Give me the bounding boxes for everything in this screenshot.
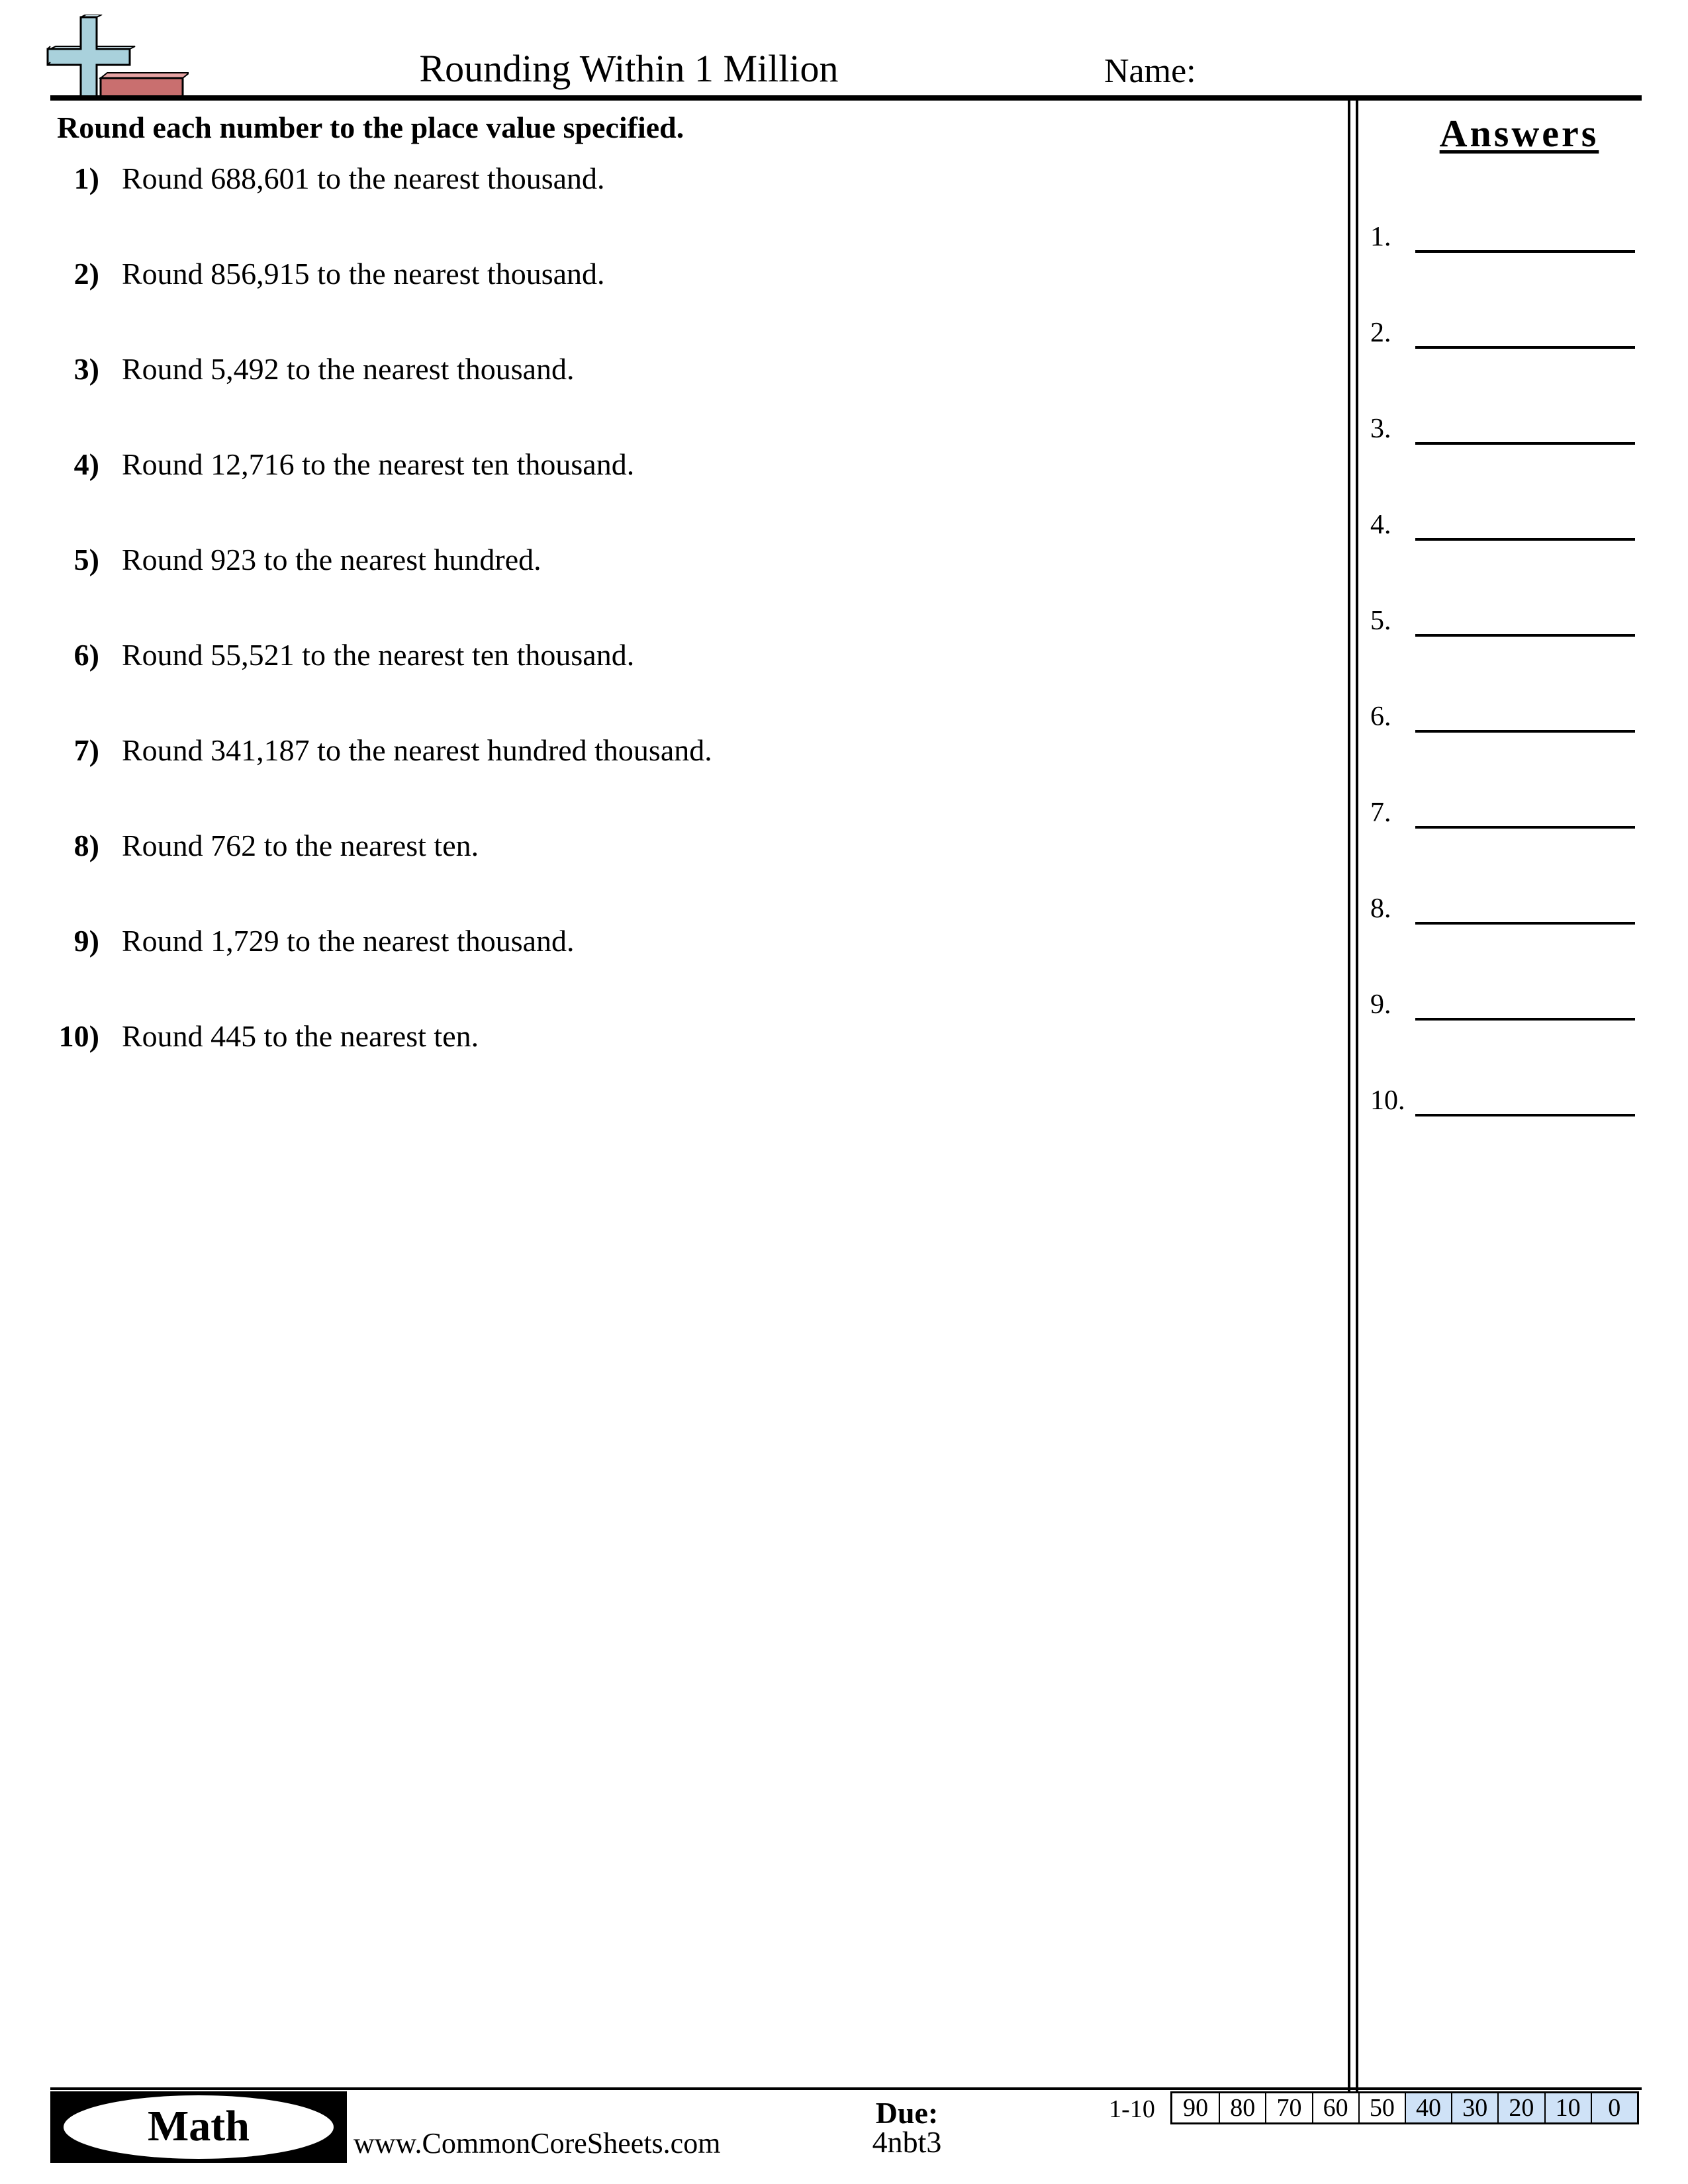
question-text: Round 1,729 to the nearest thousand.	[122, 924, 575, 958]
question-row	[0, 635, 1324, 682]
question-number: 7)	[73, 733, 99, 767]
answer-number: 10.	[1370, 1085, 1405, 1116]
question-text: Round 923 to the nearest hundred.	[122, 543, 541, 576]
answer-row	[1370, 1082, 1635, 1128]
answer-blank[interactable]	[1415, 442, 1635, 445]
answer-blank[interactable]	[1415, 922, 1635, 925]
answer-number: 7.	[1370, 797, 1391, 828]
score-cell-highlighted: 20	[1497, 2093, 1544, 2122]
answer-row	[1370, 506, 1635, 553]
instructions: Round each number to the place value specified.	[57, 111, 684, 144]
answer-row	[1370, 794, 1635, 841]
score-cell: 60	[1312, 2093, 1358, 2122]
answer-row	[1370, 986, 1635, 1032]
footer-divider	[50, 2087, 1642, 2090]
score-cell: 70	[1265, 2093, 1311, 2122]
question-text: Round 688,601 to the nearest thousand.	[122, 161, 605, 195]
answer-row	[1370, 890, 1635, 936]
answer-number: 9.	[1370, 989, 1391, 1020]
worksheet-title: Rounding Within 1 Million	[419, 47, 839, 90]
answer-blank[interactable]	[1415, 1114, 1635, 1116]
answer-blank[interactable]	[1415, 730, 1635, 733]
answer-blank[interactable]	[1415, 250, 1635, 253]
answer-number: 1.	[1370, 222, 1391, 252]
question-number: 6)	[73, 638, 99, 672]
score-cell-highlighted: 10	[1544, 2093, 1591, 2122]
answer-blank[interactable]	[1415, 634, 1635, 637]
question-row	[0, 349, 1324, 396]
score-range-label: 1-10	[1109, 2095, 1155, 2123]
question-number: 9)	[73, 924, 99, 958]
answer-number: 5.	[1370, 606, 1391, 636]
question-text: Round 55,521 to the nearest ten thousand.	[122, 638, 635, 672]
score-cell: 50	[1358, 2093, 1405, 2122]
answer-blank[interactable]	[1415, 346, 1635, 349]
answer-blank[interactable]	[1415, 1018, 1635, 1021]
answer-blank[interactable]	[1415, 826, 1635, 829]
question-text: Round 12,716 to the nearest ten thousand.	[122, 447, 635, 481]
question-row	[0, 445, 1324, 491]
answer-row	[1370, 698, 1635, 745]
score-cell-highlighted: 0	[1591, 2093, 1637, 2122]
question-number: 10)	[58, 1019, 99, 1053]
question-row	[0, 540, 1324, 586]
question-text: Round 445 to the nearest ten.	[122, 1019, 479, 1053]
score-cell: 80	[1219, 2093, 1265, 2122]
score-cell-highlighted: 30	[1451, 2093, 1497, 2122]
question-row	[0, 254, 1324, 300]
question-row	[0, 1017, 1324, 1063]
answer-row	[1370, 314, 1635, 361]
question-row	[0, 921, 1324, 968]
score-cell: 90	[1183, 2094, 1209, 2122]
question-text: Round 856,915 to the nearest thousand.	[122, 257, 605, 291]
question-row	[0, 826, 1324, 872]
due-label: Due:	[875, 2096, 939, 2130]
answers-heading: Answers	[1439, 112, 1599, 155]
question-number: 5)	[73, 543, 99, 576]
standard-code: 4nbt3	[872, 2125, 942, 2159]
column-divider-right-line	[1356, 101, 1358, 2091]
answer-row	[1370, 410, 1635, 457]
header-divider	[50, 95, 1642, 101]
question-row	[0, 731, 1324, 777]
answer-blank[interactable]	[1415, 538, 1635, 541]
question-number: 2)	[73, 257, 99, 291]
name-field-label: Name:	[1104, 52, 1196, 90]
answer-row	[1370, 602, 1635, 649]
question-number: 1)	[73, 161, 99, 195]
math-badge-label: Math	[148, 2102, 250, 2150]
answer-row	[1370, 218, 1635, 265]
question-text: Round 5,492 to the nearest thousand.	[122, 352, 575, 386]
question-number: 3)	[73, 352, 99, 386]
answer-number: 2.	[1370, 318, 1391, 348]
column-divider-left-line	[1348, 101, 1350, 2091]
answer-number: 3.	[1370, 414, 1391, 444]
question-number: 8)	[73, 829, 99, 862]
website-link[interactable]: www.CommonCoreSheets.com	[353, 2127, 721, 2160]
score-table	[1170, 2091, 1639, 2124]
answer-number: 6.	[1370, 702, 1391, 732]
answer-number: 8.	[1370, 893, 1391, 924]
answer-number: 4.	[1370, 510, 1391, 540]
question-text: Round 762 to the nearest ten.	[122, 829, 479, 862]
question-number: 4)	[73, 447, 99, 481]
score-cell-highlighted: 40	[1405, 2093, 1451, 2122]
question-text: Round 341,187 to the nearest hundred thousand.	[122, 733, 712, 767]
question-row	[0, 159, 1324, 205]
